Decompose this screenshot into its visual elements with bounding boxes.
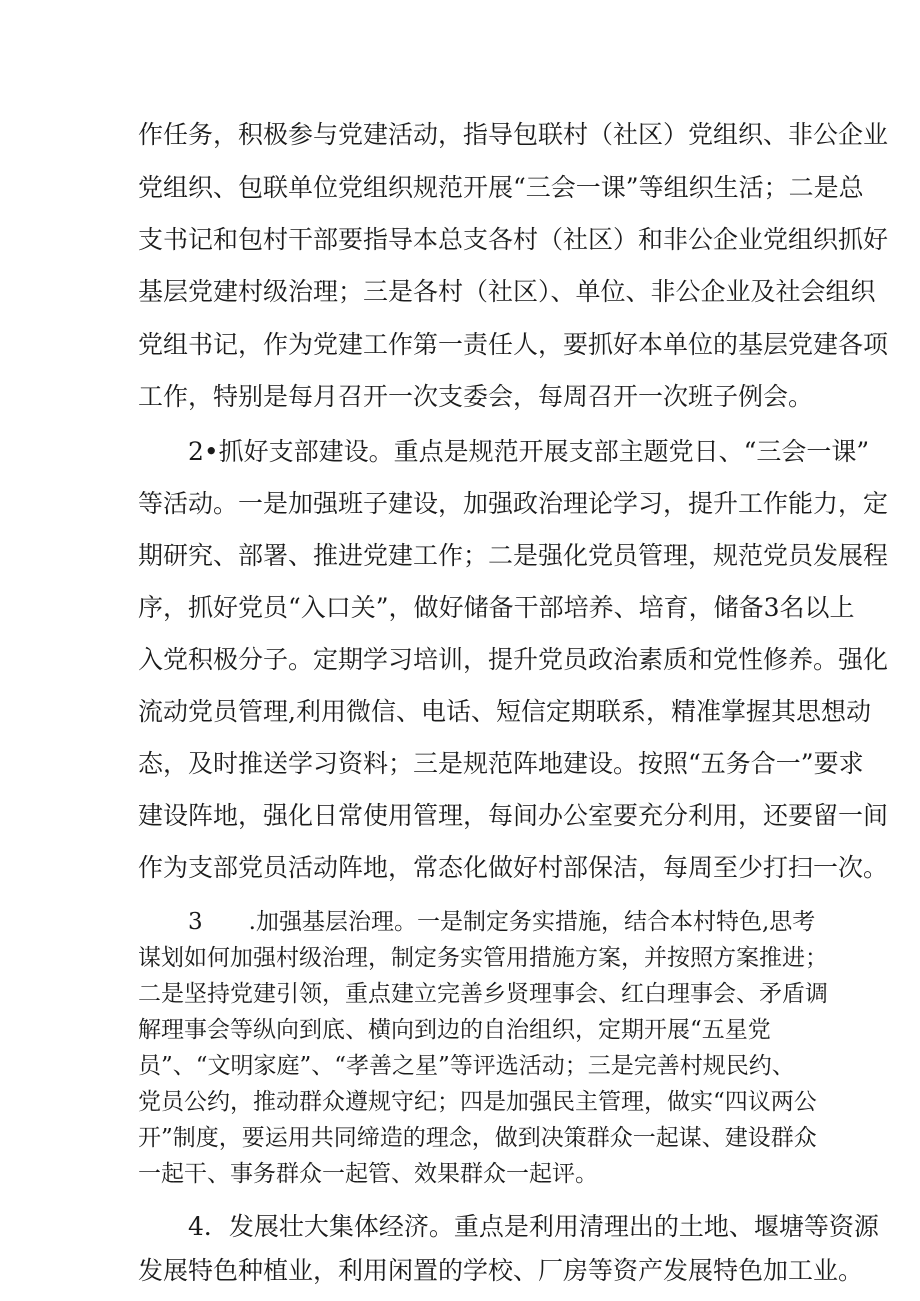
- para1-line-4: 基层党建村级治理；三是各村（社区）、单位、非公企业及社会组织: [138, 277, 876, 306]
- para1-line-2: 党组织、包联单位党组织规范开展“三会一课”等组织生活；二是总: [138, 173, 864, 202]
- para1-line-6: 工作，特别是每月召开一次支委会，每周召开一次班子例会。: [138, 382, 814, 411]
- para2-line-7: 态，及时推送学习资料；三是规范阵地建设。按照“五务合一”要求: [138, 749, 864, 778]
- para2-line-2: 等活动。一是加强班子建设，加强政治理论学习，提升工作能力，定: [138, 489, 889, 518]
- para3-line-8: 一起干、事务群众一起管、效果群众一起评。: [138, 1161, 598, 1187]
- para4-line-1: 4．发展壮大集体经济。重点是利用清理出的土地、堰塘等资源: [188, 1212, 879, 1241]
- para3-line-7: 开”制度，要运用共同缔造的理念，做到决策群众一起谋、建设群众: [138, 1125, 817, 1151]
- para3-line-4: 解理事会等纵向到底、横向到边的自治组织，定期开展“五星党: [138, 1017, 771, 1043]
- para2-line-6: 流动党员管理,利用微信、电话、短信定期联系，精准掌握其思想动: [138, 697, 871, 726]
- para4-line-2: 发展特色种植业，利用闲置的学校、厂房等资产发展特色加工业。: [138, 1256, 864, 1285]
- para3-line-5: 员”、“文明家庭”、“孝善之星”等评选活动；三是完善村规民约、: [138, 1053, 795, 1079]
- para2-line-4: 序，抓好党员“入口关”，做好储备干部培养、培育，储备3名以上: [138, 593, 855, 622]
- para2-line-5: 入党积极分子。定期学习培训，提升党员政治素质和党性修养。强化: [138, 645, 889, 674]
- para2-line-1: 2•抓好支部建设。重点是规范开展支部主题党日、“三会一课”: [188, 437, 870, 466]
- para3-line-2: 谋划如何加强村级治理，制定务实管用措施方案，并按照方案推进；: [138, 945, 828, 971]
- para2-line-8: 建设阵地，强化日常使用管理，每间办公室要充分利用，还要留一间: [138, 801, 889, 830]
- para3-line-1: 3 .加强基层治理。一是制定务实措施，结合本村特色,思考: [188, 909, 816, 935]
- para3-line-6: 党员公约，推动群众遵规守纪；四是加强民主管理，做实“四议两公: [138, 1089, 817, 1115]
- para1-line-3: 支书记和包村干部要指导本总支各村（社区）和非公企业党组织抓好: [138, 225, 889, 254]
- para3-line-3: 二是坚持党建引领，重点建立完善乡贤理事会、红白理事会、矛盾调: [138, 981, 828, 1007]
- para2-line-3: 期研究、部署、推进党建工作；二是强化党员管理，规范党员发展程: [138, 541, 889, 570]
- para1-line-5: 党组书记，作为党建工作第一责任人，要抓好本单位的基层党建各项: [138, 330, 889, 359]
- para2-line-9: 作为支部党员活动阵地，常态化做好村部保洁，每周至少打扫一次。: [138, 853, 889, 882]
- para1-line-1: 作任务，积极参与党建活动，指导包联村（社区）党组织、非公企业: [138, 120, 889, 149]
